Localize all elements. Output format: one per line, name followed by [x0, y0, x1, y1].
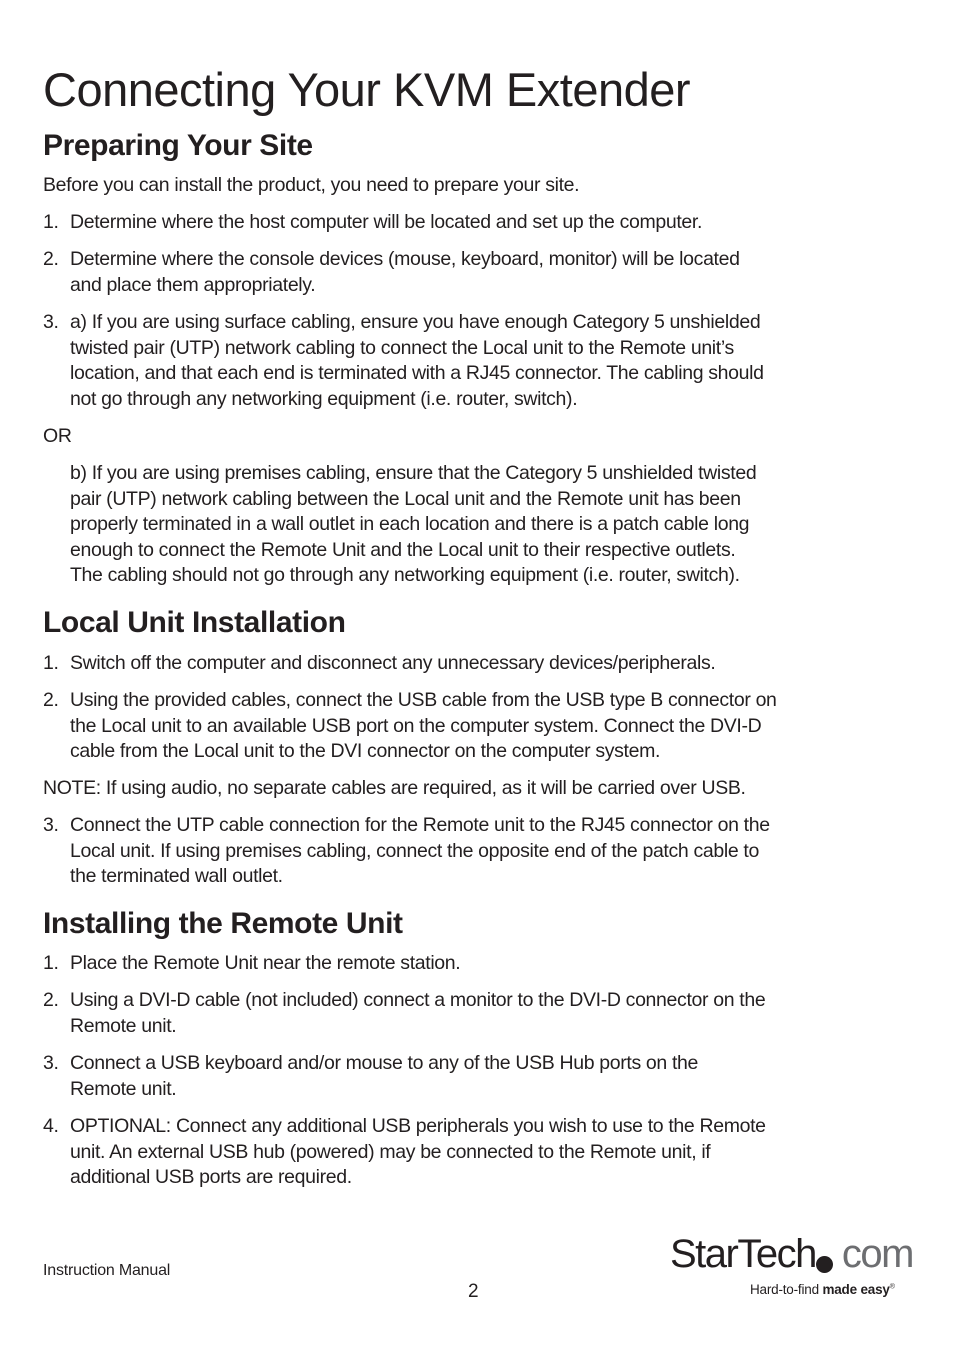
- list-item-number: 1.: [43, 952, 59, 974]
- logo-tagline: [750, 1282, 895, 1297]
- list-item-text: Switch off the computer and disconnect any unnecessary devices/peripherals.: [70, 652, 716, 674]
- or-label: OR: [43, 425, 72, 447]
- logo-tag-bold: made easy: [822, 1282, 890, 1297]
- page-title: Connecting Your KVM Extender: [43, 63, 691, 116]
- list-item-number: 3.: [43, 814, 59, 836]
- list-item-text: a) If you are using surface cabling, ensure you have enough Category 5 unshielded twisted pair (UTP) network cabling to connect the Local unit to the Remote unit’s location, and that each end is terminated with a RJ45 connector. The cabling should not go through any networking equipment (i.e. router, switch).: [70, 311, 764, 410]
- logo-brand: StarTech: [670, 1232, 816, 1276]
- list-item: [43, 651, 923, 677]
- logo-wordmark: [670, 1232, 913, 1276]
- section-heading-local: Local Unit Installation: [43, 606, 346, 639]
- list-item: [43, 1114, 923, 1191]
- list-item-number: 3.: [43, 1052, 59, 1074]
- list-item-number: 2.: [43, 248, 59, 270]
- section-heading-preparing: Preparing Your Site: [43, 129, 313, 162]
- list-item-text: Connect a USB keyboard and/or mouse to any of the USB Hub ports on the Remote unit.: [70, 1052, 699, 1100]
- section-heading-remote: Installing the Remote Unit: [43, 907, 403, 940]
- list-item-number: 2.: [43, 689, 59, 711]
- list-item: [43, 988, 923, 1039]
- footer-manual-label: Instruction Manual: [43, 1262, 171, 1279]
- list-item: [43, 247, 923, 298]
- list-item: [43, 951, 923, 977]
- list-item-number: 1.: [43, 211, 59, 233]
- list-item-number: 2.: [43, 989, 59, 1011]
- logo-com: com: [841, 1232, 913, 1276]
- list-item-text: Determine where the host computer will be located and set up the computer.: [70, 211, 703, 233]
- list-item-number: 3.: [43, 311, 59, 333]
- list-item-text: b) If you are using premises cabling, ensure that the Category 5 unshielded twisted pair (UTP) network cabling between the Local unit and the Remote unit has been properly terminated in a wall outlet in each location and there is a patch cable long enough to connect the Remote Unit and the Local unit to their respective outlets. The cabling should not go through any networking equipment (i.e. router, switch).: [70, 462, 757, 586]
- list-item: [43, 210, 923, 236]
- preparing-intro: Before you can install the product, you need to prepare your site.: [43, 174, 580, 196]
- list-item-text: Connect the UTP cable connection for the Remote unit to the RJ45 connector on the Local unit. If using premises cabling, connect the opposite end of the patch cable to the terminated wall outlet.: [70, 814, 770, 887]
- list-item: [43, 1051, 923, 1102]
- list-item-number: 1.: [43, 652, 59, 674]
- list-item: [43, 813, 923, 890]
- registered-icon: ®: [889, 1283, 895, 1291]
- logo-tag-plain: Hard-to-find: [750, 1282, 823, 1297]
- list-item-text: Determine where the console devices (mouse, keyboard, monitor) will be located and place them appropriately.: [70, 248, 740, 296]
- list-item-b: [43, 461, 923, 589]
- note: NOTE: If using audio, no separate cables are required, as it will be carried over USB.: [43, 777, 746, 799]
- list-item-text: OPTIONAL: Connect any additional USB peripherals you wish to use to the Remote unit. An external USB hub (powered) may be connected to the Remote unit, if additional USB ports are required.: [70, 1115, 766, 1188]
- page-number: 2: [468, 1281, 479, 1302]
- logo-dot-icon: [816, 1256, 833, 1273]
- startech-logo: [670, 1232, 913, 1302]
- list-item-text: Using the provided cables, connect the USB cable from the USB type B connector on the Local unit to an available USB port on the computer system. Connect the DVI-D cable from the Local unit to the DVI connector on the computer system.: [70, 689, 777, 762]
- list-item: [43, 310, 923, 412]
- list-item-text: Using a DVI-D cable (not included) connect a monitor to the DVI-D connector on the Remote unit.: [70, 989, 766, 1037]
- list-item-number: 4.: [43, 1115, 59, 1137]
- list-item: [43, 688, 923, 765]
- list-item-text: Place the Remote Unit near the remote station.: [70, 952, 461, 974]
